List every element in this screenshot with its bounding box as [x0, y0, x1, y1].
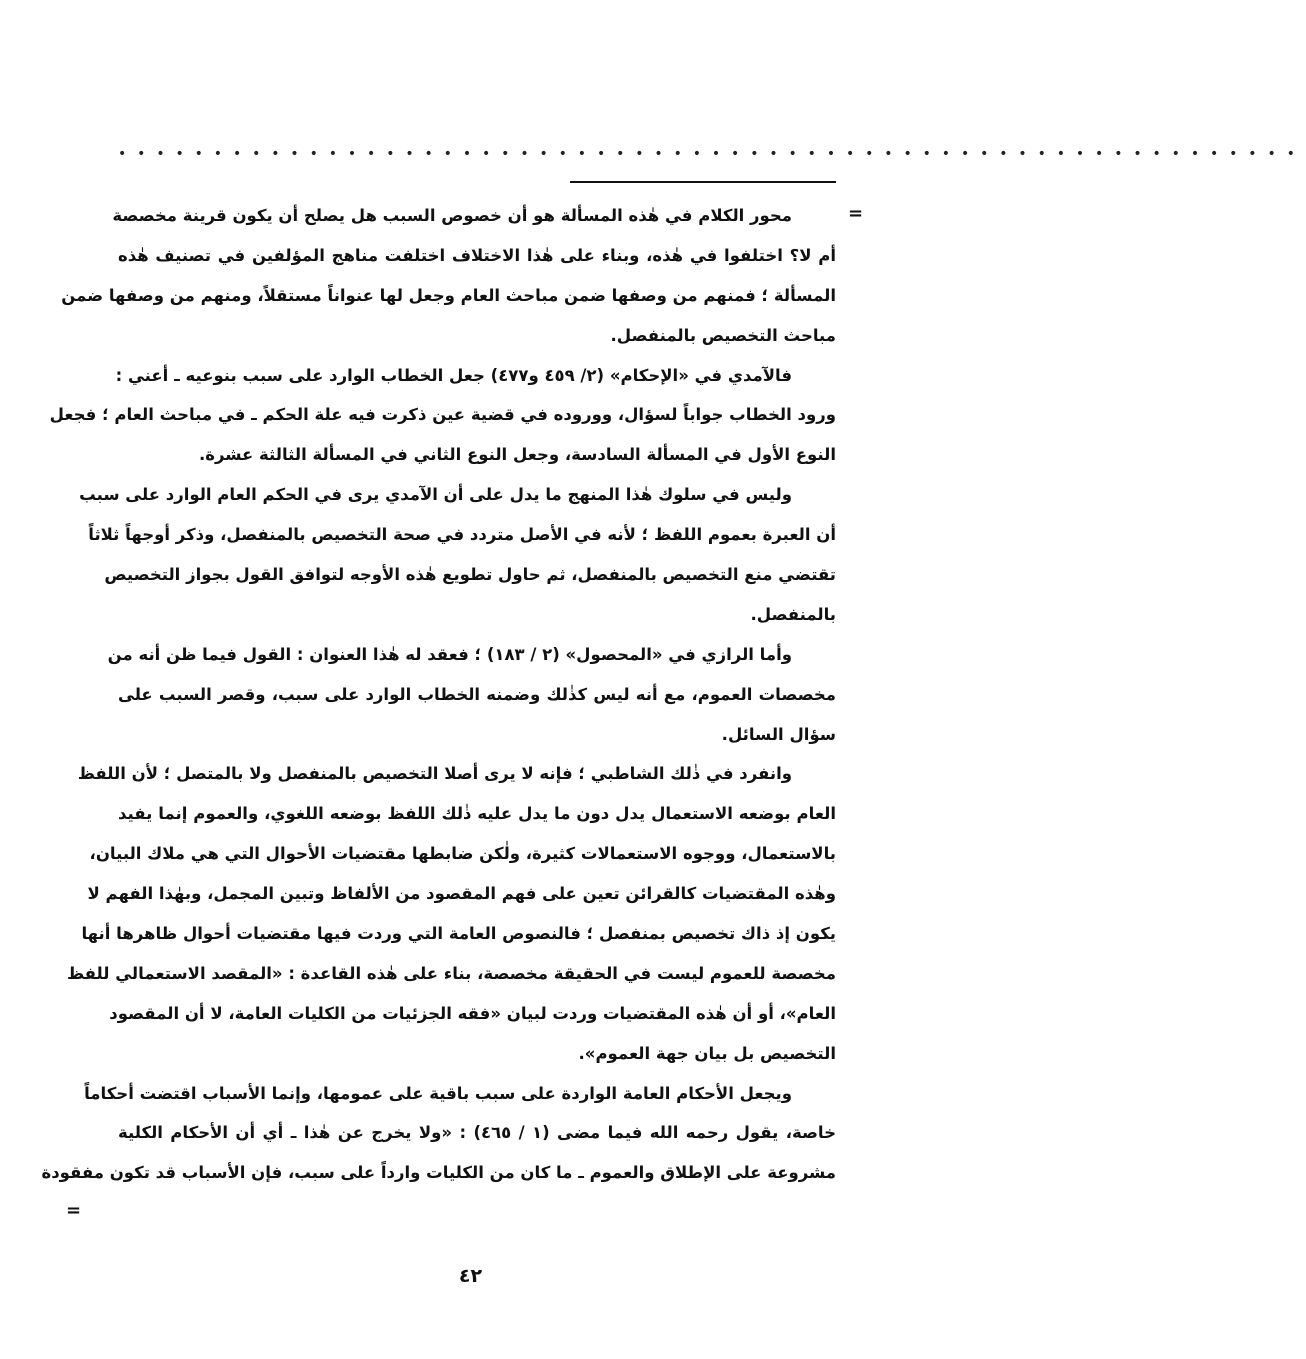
- paragraph: [107, 635, 836, 755]
- text-line: محور الكلام في هٰذه المسألة هو أن خصوص السبب هل يصلح أن يكون قرينة مخصصة: [112, 206, 792, 225]
- text-line: يكون إذ ذاك تخصيص بمنفصل ؛ فالنصوص العامة التي وردت فيها مقتضيات أحوال ظاهرها أنها: [81, 924, 836, 944]
- text-line: التخصيص بل بيان جهة العموم».: [578, 1043, 836, 1063]
- paragraph: [41, 1074, 837, 1194]
- page-number: ٤٢: [458, 1265, 483, 1287]
- dotted-separator: ••••••••••••••••••••••••••••••••••••••••••••••••••••••••••••••: [118, 146, 1306, 162]
- text-line: وليس في سلوك هٰذا المنهج ما يدل على أن الآمدي يرى في الحكم العام الوارد على سبب: [79, 485, 792, 505]
- body-text: [41, 196, 837, 1193]
- paragraph: [61, 196, 836, 356]
- paragraph: [67, 754, 836, 1073]
- text-line: العام»، أو أن هٰذه المقتضيات وردت لبيان «فقه الجزئيات من الكليات العامة، لا أن المقصود: [109, 1003, 836, 1023]
- text-line: أم لا؟ اختلفوا في هٰذه، وبناء على هٰذا الاختلاف اختلفت مناهج المؤلفين في تصنيف هٰذه: [118, 245, 836, 265]
- paragraph: [49, 356, 836, 476]
- text-line: فالآمدي في «الإحكام» (٢/ ٤٥٩ و٤٧٧) جعل الخطاب الوارد على سبب بنوعيه ـ أعني :: [115, 365, 792, 385]
- paragraph: [79, 475, 836, 635]
- text-line: سؤال السائل.: [721, 724, 836, 744]
- text-line: تقتضي منع التخصيص بالمنفصل، ثم حاول تطويع هٰذه الأوجه لتوافق القول بجواز التخصيص: [104, 565, 836, 585]
- text-line: مباحث التخصيص بالمنفصل.: [610, 325, 836, 345]
- text-line: وهٰذه المقتضيات كالقرائن تعين على فهم المقصود من الألفاظ وتبين المجمل، وبهٰذا الفهم لا: [87, 884, 836, 904]
- text-line: بالمنفصل.: [750, 604, 836, 624]
- text-line: مخصصات العموم، مع أنه ليس كذٰلك وضمنه الخطاب الوارد على سبب، وقصر السبب على: [118, 684, 836, 704]
- continuation-mark-bottom: =: [66, 1200, 82, 1221]
- text-line: أن العبرة بعموم اللفظ ؛ لأنه في الأصل متردد في صحة التخصيص بالمنفصل، وذكر أوجهاً ثلاثاً: [88, 525, 836, 545]
- text-line: مشروعة على الإطلاق والعموم ـ ما كان من الكليات وارداً على سبب، فإن الأسباب قد تكون مفقودة: [41, 1163, 836, 1183]
- text-line: النوع الأول في المسألة السادسة، وجعل النوع الثاني في المسألة الثالثة عشرة.: [198, 445, 836, 465]
- text-line: ويجعل الأحكام العامة الواردة على سبب باقية على عمومها، وإنما الأسباب اقتضت أحكاماً: [84, 1083, 792, 1103]
- footnote-rule: [570, 181, 836, 183]
- text-line: وأما الرازي في «المحصول» (٢ / ١٨٣) ؛ فعقد له هٰذا العنوان : القول فيما ظن أنه من: [107, 644, 792, 664]
- text-line: بالاستعمال، ووجوه الاستعمالات كثيرة، ولٰكن ضابطها مقتضيات الأحوال التي هي ملاك البيان،: [89, 844, 836, 864]
- text-line: ورود الخطاب جواباً لسؤال، ووروده في قضية عين ذكرت فيه علة الحكم ـ في مباحث العام ؛ فجعل: [49, 405, 836, 425]
- text-line: مخصصة للعموم ليست في الحقيقة مخصصة، بناء على هٰذه القاعدة : «المقصد الاستعمالي للفظ: [67, 963, 836, 983]
- text-line: المسألة ؛ فمنهم من وصفها ضمن مباحث العام وجعل لها عنواناً مستقلاً، ومنهم من وصفها ضمن: [61, 285, 836, 305]
- continuation-mark-top: =: [848, 203, 864, 224]
- text-line: العام بوضعه الاستعمال يدل دون ما يدل عليه ذٰلك اللفظ بوضعه اللغوي، والعموم إنما يفيد: [118, 804, 836, 824]
- text-line: خاصة، يقول رحمه الله فيما مضى (١ / ٤٦٥) : «ولا يخرج عن هٰذا ـ أي أن الأحكام الكلية: [118, 1123, 837, 1143]
- text-line: وانفرد في ذٰلك الشاطبي ؛ فإنه لا يرى أصلا التخصيص بالمنفصل ولا بالمتصل ؛ لأن اللفظ: [77, 764, 792, 784]
